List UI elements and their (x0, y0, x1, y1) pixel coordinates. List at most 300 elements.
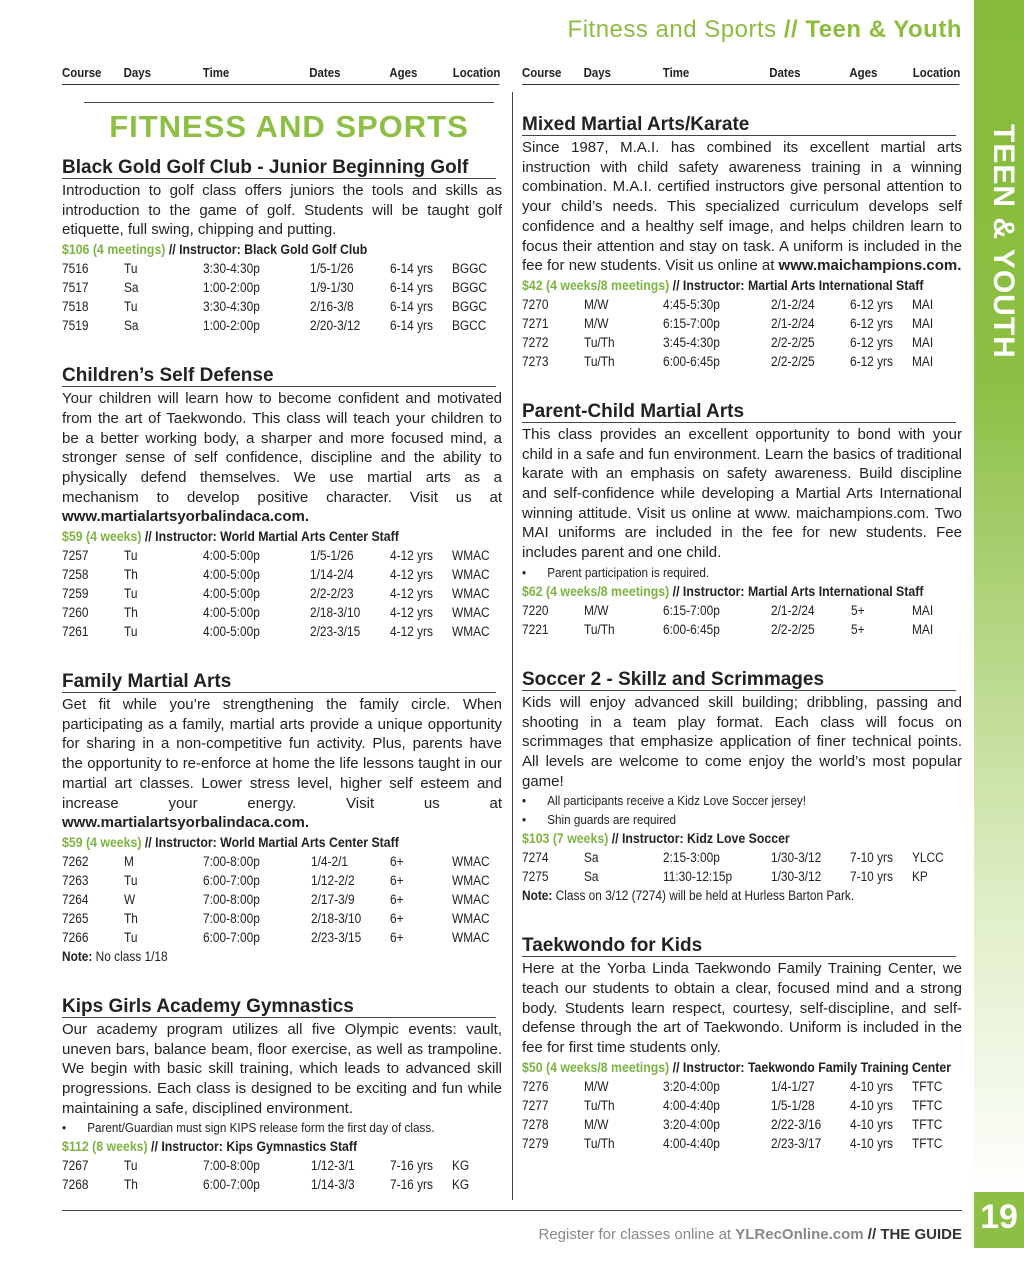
schedule-cell (584, 352, 664, 371)
schedule-value: M/W (583, 315, 609, 331)
course-number: 7220 (522, 602, 549, 618)
schedule-value: 1/30-3/12 (770, 869, 821, 885)
schedule-cell (62, 890, 124, 909)
schedule-value: 6:15-7:00p (663, 315, 720, 331)
course-block (522, 669, 962, 906)
schedule-value: MAI (912, 602, 934, 618)
course-price: $50 (4 weeks/8 meetings) (522, 1058, 670, 1075)
bullet-text: Parent/Guardian must sign KIPS release form the first day of class. (87, 1120, 435, 1136)
col-dates: Dates (769, 65, 801, 80)
schedule-value: 6+ (390, 891, 405, 907)
schedule-value: M/W (583, 1078, 609, 1094)
course-title: Parent-Child Martial Arts (522, 401, 956, 423)
schedule-value: 6:00-7:00p (203, 872, 260, 888)
course-number: 7274 (522, 850, 549, 866)
schedule-cell (390, 546, 452, 565)
bullet-dot: • (522, 793, 527, 809)
note-text: No class 1/18 (95, 948, 168, 964)
course-website-link[interactable]: www.martialartsyorbalindaca.com. (62, 814, 310, 832)
course-price: $59 (4 weeks) (62, 528, 142, 545)
schedule-row (62, 1156, 502, 1175)
schedule-cell (522, 1134, 584, 1153)
schedule-cell (62, 622, 124, 641)
schedule-cell (851, 620, 913, 639)
schedule-value: 6-12 yrs (850, 296, 894, 312)
schedule-cell (850, 1077, 912, 1096)
schedule-cell (850, 352, 912, 371)
schedule-value: 1/30-3/12 (770, 850, 821, 866)
schedule-cell (452, 890, 502, 909)
schedule-value: 6-14 yrs (390, 299, 434, 315)
schedule-table (62, 259, 502, 335)
schedule-row (522, 1077, 962, 1096)
schedule-row (522, 1096, 962, 1115)
schedule-cell (771, 295, 851, 314)
schedule-cell (203, 546, 311, 565)
schedule-value: MAI (912, 296, 934, 312)
schedule-value: Tu (123, 299, 138, 315)
schedule-cell (850, 848, 912, 867)
schedule-row (522, 867, 962, 886)
schedule-cell (310, 278, 390, 297)
schedule-value: 2/2-2/25 (770, 621, 815, 637)
schedule-value: 5+ (850, 602, 865, 618)
schedule-row (522, 352, 962, 371)
schedule-value: 3:30-4:30p (202, 299, 260, 315)
schedule-cell (771, 1096, 851, 1115)
schedule-cell (663, 1115, 770, 1134)
schedule-value: WMAC (452, 548, 490, 564)
schedule-cell (452, 546, 502, 565)
column-divider (512, 92, 513, 1200)
schedule-cell (584, 1077, 663, 1096)
schedule-cell (663, 1096, 770, 1115)
course-price: $62 (4 weeks/8 meetings) (522, 582, 670, 599)
schedule-cell (522, 1096, 584, 1115)
schedule-value: 1/14-3/3 (310, 1177, 355, 1193)
schedule-cell (912, 1115, 962, 1134)
schedule-row (62, 622, 502, 641)
schedule-cell (452, 316, 502, 335)
schedule-value: 3:20-4:00p (663, 1078, 720, 1094)
schedule-cell (771, 620, 851, 639)
course-price-line (522, 829, 909, 848)
schedule-value: TFTC (912, 1078, 943, 1094)
course-number: 7258 (62, 567, 89, 583)
schedule-value: 4:00-4:40p (663, 1097, 720, 1113)
schedule-cell (771, 1077, 851, 1096)
schedule-cell (663, 1134, 770, 1153)
course-instructor: // Instructor: World Martial Arts Center Staff (144, 833, 399, 850)
schedule-value: 2/17-3/9 (310, 891, 355, 907)
course-number: 7263 (62, 872, 89, 888)
course-number: 7273 (522, 353, 549, 369)
schedule-cell (203, 565, 311, 584)
schedule-value: Tu (123, 261, 138, 277)
schedule-cell (522, 601, 584, 620)
course-price-line (62, 1137, 449, 1156)
schedule-cell (310, 622, 390, 641)
schedule-cell (203, 909, 311, 928)
schedule-value: Th (123, 1177, 138, 1193)
schedule-cell (584, 620, 664, 639)
schedule-cell (452, 297, 502, 316)
schedule-cell (62, 546, 124, 565)
schedule-cell (311, 928, 391, 947)
schedule-value: Th (123, 910, 138, 926)
schedule-row (62, 278, 502, 297)
schedule-row (522, 601, 962, 620)
schedule-value: Tu (123, 1158, 138, 1174)
course-description-text: Here at the Yorba Linda Taekwondo Family Training Center, we teach our students to obtain a clear, focused mind and a strong body. Students learn respect, courtesy, self-discipline, and self-defense through the art of Taekwondo. Uniform is included in the fee for first time students only. (522, 960, 962, 1057)
col-time: Time (202, 65, 230, 80)
bullet-text: Shin guards are required (547, 812, 676, 828)
schedule-value: 4:00-5:00p (202, 548, 260, 564)
schedule-cell (452, 259, 502, 278)
course-description-text: Get fit while you’re strengthening the family circle. When participating as a family, martial arts provide a unique opportunity for sharing in a non-competitive fun activity. Plus, parents have the opportunity to re-enforce at home the life lessons taught in our martial art classes. Lower stress level, higher self esteem and increase your energy. Visit us at (62, 696, 502, 812)
schedule-value: BGCC (452, 318, 487, 334)
note-label: Note: (522, 888, 553, 904)
schedule-cell (124, 316, 203, 335)
schedule-row (62, 584, 502, 603)
schedule-cell (62, 1175, 124, 1194)
schedule-value: TFTC (912, 1135, 943, 1151)
schedule-value: WMAC (452, 853, 490, 869)
schedule-cell (522, 867, 584, 886)
col-ages: Ages (389, 65, 418, 80)
schedule-table (62, 546, 502, 641)
schedule-cell (663, 601, 771, 620)
course-number: 7517 (62, 280, 89, 296)
schedule-cell (663, 867, 771, 886)
schedule-value: 3:45-4:30p (663, 334, 720, 350)
schedule-value: Sa (123, 318, 139, 334)
course-instructor: // Instructor: Black Gold Golf Club (168, 241, 368, 258)
schedule-value: WMAC (452, 872, 490, 888)
schedule-value: 2/1-2/24 (770, 602, 815, 618)
side-tab (974, 0, 1024, 1200)
schedule-cell (390, 603, 452, 622)
schedule-value: M/W (583, 296, 609, 312)
schedule-cell (663, 1077, 770, 1096)
course-number: 7279 (522, 1135, 549, 1151)
schedule-value: WMAC (452, 567, 490, 583)
course-instructor: // Instructor: Kidz Love Soccer (611, 830, 790, 847)
course-description-text: Our academy program utilizes all five Olympic events: vault, uneven bars, balance beam, floor exercise, as well as trampoline. We begin with basic skill training, which leads to advanced skill progressions. Each class is designed to be exciting and fun while maintaining a safe, disciplined environment. (62, 1020, 502, 1117)
schedule-cell (310, 316, 390, 335)
schedule-table (522, 295, 962, 371)
schedule-value: 2/18-3/10 (310, 605, 361, 621)
course-price-line (62, 527, 449, 546)
left-course-list (62, 157, 502, 1194)
schedule-cell (522, 295, 584, 314)
schedule-value: YLCC (912, 850, 944, 866)
schedule-cell (390, 584, 452, 603)
schedule-cell (62, 852, 124, 871)
schedule-table (62, 852, 502, 947)
course-price-line (62, 833, 449, 852)
schedule-value: 6:00-6:45p (663, 353, 720, 369)
course-number: 7518 (62, 299, 89, 315)
schedule-cell (452, 584, 502, 603)
schedule-cell (850, 1115, 912, 1134)
schedule-cell (850, 314, 912, 333)
schedule-cell (584, 601, 664, 620)
course-number: 7268 (62, 1177, 89, 1193)
schedule-value: MAI (912, 621, 934, 637)
course-title: Mixed Martial Arts/Karate (522, 114, 956, 136)
schedule-cell (124, 565, 203, 584)
schedule-value: Sa (123, 280, 139, 296)
col-location: Location (912, 65, 961, 80)
header-category: Fitness and Sports (567, 16, 777, 43)
schedule-cell (912, 1077, 962, 1096)
schedule-value: 6:15-7:00p (663, 602, 721, 618)
schedule-cell (452, 603, 502, 622)
schedule-cell (912, 1134, 962, 1153)
schedule-value: Th (123, 567, 138, 583)
course-number: 7261 (62, 624, 89, 640)
schedule-cell (850, 333, 912, 352)
schedule-value: M/W (583, 602, 609, 618)
schedule-value: 6+ (390, 853, 405, 869)
course-title: Soccer 2 - Skillz and Scrimmages (522, 669, 956, 691)
footer (538, 1226, 962, 1243)
schedule-cell (62, 278, 124, 297)
course-description-text: Since 1987, M.A.I. has combined its excellent martial arts instruction with child safety awareness training in a winning combination. M.A.I. certified instructors give personal attention to your child’s needs. This specialized curriculum develops self confidence and a healthy self image, and helps children learn to focus their attention and stay on task. A uniform is included in the fee for new students. Visit us online at (522, 139, 962, 275)
schedule-cell (452, 1175, 502, 1194)
schedule-cell (912, 867, 962, 886)
schedule-value: 2/18-3/10 (310, 910, 361, 926)
schedule-table (522, 601, 962, 639)
schedule-cell (124, 890, 203, 909)
schedule-value: 6-14 yrs (390, 261, 434, 277)
schedule-cell (124, 297, 203, 316)
schedule-value: MAI (912, 353, 934, 369)
note-label: Note: (62, 948, 93, 964)
schedule-value: KG (452, 1177, 470, 1193)
schedule-value: Tu/Th (583, 1097, 615, 1113)
schedule-value: 2/1-2/24 (770, 315, 815, 331)
schedule-cell (203, 603, 311, 622)
course-number: 7260 (62, 605, 89, 621)
bullet-text: All participants receive a Kidz Love Soccer jersey! (547, 793, 807, 809)
schedule-value: 6+ (390, 929, 405, 945)
schedule-table (522, 1077, 962, 1153)
schedule-cell (584, 1134, 663, 1153)
schedule-cell (62, 603, 124, 622)
course-description (62, 1020, 502, 1119)
schedule-value: 6:00-7:00p (203, 1177, 260, 1193)
course-number: 7267 (62, 1158, 89, 1174)
schedule-value: 1/12-3/1 (310, 1158, 355, 1174)
schedule-cell (62, 1156, 124, 1175)
course-bullet (522, 791, 918, 810)
schedule-cell (203, 316, 311, 335)
course-description (62, 181, 502, 240)
course-instructor: // Instructor: Martial Arts International Staff (672, 582, 924, 599)
schedule-cell (390, 852, 452, 871)
schedule-value: 4:00-5:00p (202, 586, 260, 602)
course-title: Family Martial Arts (62, 671, 496, 693)
course-number: 7257 (62, 548, 89, 564)
schedule-cell (311, 852, 391, 871)
schedule-cell (522, 620, 584, 639)
schedule-cell (452, 1156, 502, 1175)
schedule-cell (62, 565, 124, 584)
schedule-cell (390, 622, 452, 641)
course-number: 7277 (522, 1097, 549, 1113)
course-website-link[interactable]: www.maichampions.com. (778, 257, 962, 275)
schedule-cell (850, 295, 912, 314)
schedule-cell (311, 1175, 391, 1194)
course-number: 7221 (522, 621, 549, 637)
schedule-value: 7:00-8:00p (203, 1158, 260, 1174)
schedule-cell (522, 1077, 584, 1096)
course-price: $42 (4 weeks/8 meetings) (522, 276, 670, 293)
schedule-value: 2/2-2/25 (770, 353, 815, 369)
course-number: 7266 (62, 929, 89, 945)
schedule-cell (203, 890, 311, 909)
schedule-value: Tu/Th (583, 334, 615, 350)
schedule-cell (850, 867, 912, 886)
course-note (62, 947, 449, 966)
schedule-cell (912, 295, 962, 314)
schedule-cell (584, 295, 664, 314)
schedule-value: 1/14-2/4 (310, 567, 355, 583)
section-title: FITNESS AND SPORTS (109, 109, 469, 144)
header-section: Teen & Youth (805, 16, 962, 43)
schedule-value: 4-12 yrs (390, 548, 434, 564)
course-number: 7272 (522, 334, 549, 350)
schedule-value: Tu/Th (583, 621, 615, 637)
course-description-text: This class provides an excellent opportunity to bond with your child in a safe and fun environment. Learn the basics of traditional karate with an emphasis on safety awareness. Build discipline and self-confidence while developing a Martial Arts International winning attitude. Visit us online at www. maichampions.com. Two MAI uniforms are included in the fee for new students. Fee includes parent and one child. (522, 425, 962, 562)
bullet-dot: • (62, 1120, 67, 1136)
schedule-cell (62, 871, 124, 890)
schedule-cell (522, 352, 584, 371)
schedule-cell (124, 1156, 203, 1175)
bullet-text: Parent participation is required. (547, 564, 710, 580)
schedule-value: WMAC (452, 891, 490, 907)
schedule-value: Tu (123, 548, 138, 564)
schedule-value: 6-14 yrs (390, 318, 434, 334)
schedule-value: 1:00-2:00p (202, 280, 260, 296)
schedule-value: MAI (912, 334, 934, 350)
schedule-cell (584, 848, 663, 867)
schedule-cell (62, 928, 124, 947)
schedule-cell (124, 909, 203, 928)
schedule-value: 7:00-8:00p (203, 853, 260, 869)
schedule-cell (203, 584, 311, 603)
course-description (522, 138, 962, 276)
schedule-value: MAI (912, 315, 934, 331)
schedule-row (522, 1134, 962, 1153)
schedule-value: WMAC (452, 929, 490, 945)
schedule-cell (522, 1115, 584, 1134)
schedule-cell (62, 909, 124, 928)
schedule-row (62, 909, 502, 928)
course-description (62, 695, 502, 833)
schedule-cell (663, 333, 771, 352)
schedule-cell (124, 278, 203, 297)
schedule-row (62, 603, 502, 622)
right-column (522, 92, 962, 1183)
bottom-rule (62, 1210, 962, 1211)
schedule-row (62, 565, 502, 584)
course-number: 7278 (522, 1116, 549, 1132)
schedule-value: Tu (123, 872, 138, 888)
schedule-value: 4-12 yrs (390, 567, 434, 583)
schedule-value: 1/5-1/28 (770, 1097, 815, 1113)
course-description (62, 389, 502, 527)
schedule-row (522, 314, 962, 333)
schedule-value: Tu (123, 586, 138, 602)
course-price-line (522, 582, 924, 601)
schedule-cell (771, 333, 851, 352)
course-description-text: Introduction to golf class offers juniors the tools and skills as introduction to the game of golf. Students will be taught golf etiquette, full swing, chipping and putting. (62, 182, 502, 239)
right-column-header (522, 64, 959, 85)
course-block (62, 157, 502, 335)
schedule-cell (771, 1115, 851, 1134)
course-instructor: // Instructor: Martial Arts International Staff (672, 276, 924, 293)
schedule-cell (203, 259, 311, 278)
col-days: Days (583, 65, 611, 80)
bullet-dot: • (522, 812, 527, 828)
course-price: $106 (4 meetings) (62, 241, 166, 258)
schedule-value: 6-12 yrs (850, 315, 894, 331)
course-instructor: // Instructor: Kips Gymnastics Staff (151, 1138, 358, 1155)
course-number: 7271 (522, 315, 549, 331)
schedule-table (522, 848, 962, 886)
col-course: Course (62, 65, 102, 80)
schedule-value: 7-10 yrs (850, 850, 894, 866)
page-header-title (568, 16, 962, 44)
schedule-row (62, 546, 502, 565)
footer-site-link[interactable]: YLRecOnline.com (735, 1226, 864, 1243)
schedule-value: 6+ (390, 910, 405, 926)
schedule-cell (124, 259, 203, 278)
schedule-cell (390, 316, 452, 335)
course-bullet (522, 563, 918, 582)
schedule-cell (203, 278, 311, 297)
schedule-cell (390, 1156, 452, 1175)
schedule-value: WMAC (452, 605, 490, 621)
note-text: Class on 3/12 (7274) will be held at Hurless Barton Park. (555, 888, 855, 904)
col-time: Time (662, 65, 690, 80)
schedule-cell (310, 259, 390, 278)
schedule-row (522, 333, 962, 352)
schedule-cell (203, 622, 311, 641)
schedule-row (62, 871, 502, 890)
schedule-value: M (123, 853, 134, 869)
course-title: Black Gold Golf Club - Junior Beginning Golf (62, 157, 496, 179)
schedule-value: 3:20-4:00p (663, 1116, 720, 1132)
course-number: 7259 (62, 586, 89, 602)
schedule-cell (584, 1115, 663, 1134)
course-number: 7270 (522, 296, 549, 312)
course-bullet (522, 810, 918, 829)
schedule-value: Sa (583, 869, 599, 885)
schedule-cell (124, 584, 203, 603)
schedule-cell (203, 852, 311, 871)
course-description (522, 425, 962, 563)
side-tab-label: TEEN & YOUTH (987, 124, 1020, 359)
footer-guide: THE GUIDE (880, 1226, 962, 1243)
schedule-cell (390, 909, 452, 928)
course-website-link[interactable]: www.martialartsyorbalindaca.com. (62, 508, 310, 526)
schedule-value: 2/22-3/16 (770, 1116, 821, 1132)
page-number-box (974, 1192, 1024, 1248)
